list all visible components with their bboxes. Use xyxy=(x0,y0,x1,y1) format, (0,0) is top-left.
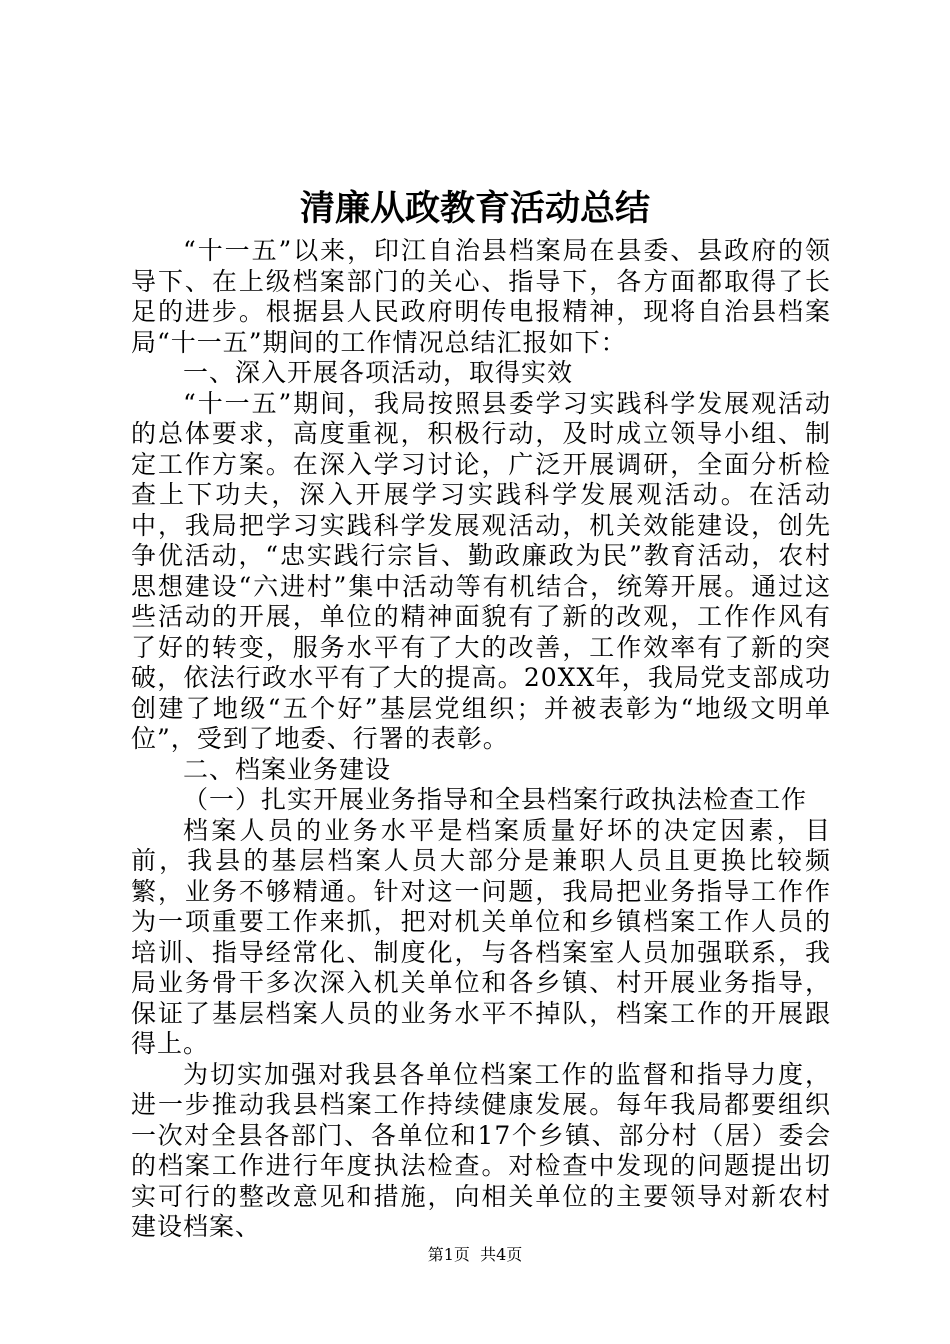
page-number: 第1页 xyxy=(427,1245,470,1264)
subsection-1-paragraph-2: 为切实加强对我县各单位档案工作的监督和指导力度，进一步推动我县档案工作持续健康发展。每年我局都要组织一次对全县各部门、各单位和17个乡镇、部分村（居）委会的档案工作进行年度执法检查。对检查中发现的问题提出切实可行的整改意见和措施，向相关单位的主要领导对新农村建设档案、 xyxy=(131,1059,831,1241)
document-title: 清廉从政教育活动总结 xyxy=(299,188,650,229)
document-body xyxy=(131,236,831,1243)
footer-separator xyxy=(470,1245,480,1264)
section-heading-2: 二、档案业务建设 xyxy=(183,754,392,784)
section-heading-1: 一、深入开展各项活动，取得实效 xyxy=(183,358,574,387)
page-total: 共4页 xyxy=(480,1245,523,1264)
section-1-paragraph: “十一五”期间，我局按照县委学习实践科学发展观活动的总体要求，高度重视，积极行动，及时成立领导小组、制定工作方案。在深入学习讨论，广泛开展调研，全面分析检查上下功夫，深入开展学习实践科学发展观活动。在活动中，我局把学习实践科学发展观活动，机关效能建设，创先争优活动，“忠实践行宗旨、勤政廉政为民”教育活动，农村思想建设“六进村”集中活动等有机结合，统筹开展。通过这些活动的开展，单位的精神面貌有了新的改观，工作作风有了好的转变，服务水平有了大的改善，工作效率有了新的突破，依法行政水平有了大的提高。20XX年，我局党支部成功创建了地级“五个好”基层党组织；并被表彰为“地级文明单位”，受到了地委、行署的表彰。 xyxy=(131,388,831,753)
page-footer xyxy=(0,1244,950,1266)
subsection-1-paragraph-1: 档案人员的业务水平是档案质量好坏的决定因素，目前，我县的基层档案人员大部分是兼职人员且更换比较频繁，业务不够精通。针对这一问题，我局把业务指导工作作为一项重要工作来抓，把对机关单位和乡镇档案工作人员的培训、指导经常化、制度化，与各档案室人员加强联系，我局业务骨干多次深入机关单位和各乡镇、村开展业务指导，保证了基层档案人员的业务水平不掉队，档案工作的开展跟得上。 xyxy=(131,815,831,1058)
intro-paragraph: “十一五”以来，印江自治县档案局在县委、县政府的领导下、在上级档案部门的关心、指导下，各方面都取得了长足的进步。根据县人民政府明传电报精神，现将自治县档案局“十一五”期间的工作情况总结汇报如下： xyxy=(131,236,831,357)
subsection-heading-1: （一）扎实开展业务指导和全县档案行政执法检查工作 xyxy=(183,785,808,814)
